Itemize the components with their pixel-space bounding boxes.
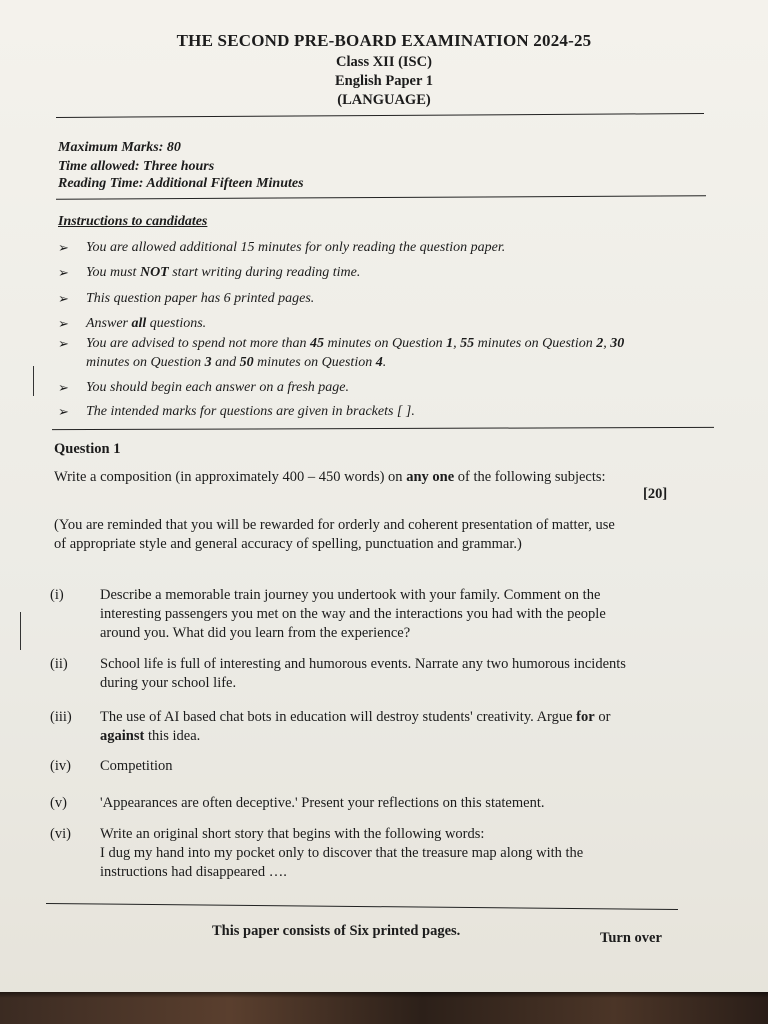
option-number: (iv) [50, 758, 71, 774]
option-number: (v) [50, 795, 67, 811]
margin-pen-mark [20, 612, 21, 650]
arrow-bullet-icon: ➢ [58, 404, 69, 419]
meta-divider [56, 195, 706, 199]
arrow-bullet-icon: ➢ [58, 291, 69, 306]
option-number: (iii) [50, 709, 72, 725]
reading-time: Reading Time: Additional Fifteen Minutes [58, 176, 304, 191]
question-marks: [20] [643, 486, 668, 502]
exam-title: THE SECOND PRE-BOARD EXAMINATION 2024-25 [176, 31, 592, 50]
story-prompt: I dug my hand into my pocket only to discover that the treasure map along with the instructions had disappeared …. [100, 845, 584, 880]
instruction-text: This question paper has 6 printed pages. [86, 291, 315, 306]
instruction-text: The intended marks for questions are given in brackets [ ]. [86, 404, 415, 419]
question-heading: Question 1 [54, 441, 121, 457]
option-number: (i) [50, 587, 64, 603]
option-text: Competition [100, 758, 173, 774]
instruction-text: Answer all questions. [86, 316, 207, 331]
instructions-divider [52, 427, 714, 430]
class-label: Class XII (ISC) [336, 54, 432, 70]
instruction-text: You are advised to spend not more than 45 minutes on Question 1, 55 minutes on Question 2, 30 minutes on Question 3 and 50 minutes on Question 4. [86, 336, 625, 370]
footer-divider [46, 903, 678, 910]
instruction-text: You must NOT start writing during reading time. [86, 265, 361, 280]
arrow-bullet-icon: ➢ [58, 336, 69, 351]
subject-label: (LANGUAGE) [337, 92, 431, 108]
header-divider [56, 113, 704, 118]
background-surface [0, 992, 768, 1024]
instructions-heading: Instructions to candidates [58, 214, 208, 229]
option-text: 'Appearances are often deceptive.' Present your reflections on this statement. [100, 795, 545, 811]
arrow-bullet-icon: ➢ [58, 240, 69, 255]
arrow-bullet-icon: ➢ [58, 265, 69, 280]
max-marks: Maximum Marks: 80 [58, 140, 181, 155]
option-number: (vi) [50, 826, 71, 842]
time-allowed: Time allowed: Three hours [58, 159, 215, 174]
option-text: The use of AI based chat bots in education will destroy students' creativity. Argue for or against this idea. [100, 709, 611, 744]
arrow-bullet-icon: ➢ [58, 380, 69, 395]
page-count-note: This paper consists of Six printed pages. [212, 923, 461, 939]
question-note: (You are reminded that you will be rewarded for orderly and coherent presentation of matter, use of appropriate style and general accuracy of spelling, punctuation and grammar.) [54, 517, 615, 552]
option-text: Write an original short story that begins with the following words: I dug my hand into my pocket only to discover that the treasure map along with the instructions had disappeared …. [100, 826, 584, 880]
turn-over-label: Turn over [600, 930, 662, 946]
option-text: School life is full of interesting and humorous events. Narrate any two humorous incidents during your school life. [100, 656, 626, 691]
instruction-text: You should begin each answer on a fresh page. [86, 380, 350, 395]
option-text: Describe a memorable train journey you undertook with your family. Comment on the interesting passengers you met on the way and the interactions you had with the people around you. What did you learn from the experience? [100, 587, 606, 641]
paper-label: English Paper 1 [334, 73, 434, 89]
margin-pen-mark [33, 366, 34, 396]
question-intro: Write a composition (in approximately 400 – 450 words) on any one of the following subjects: [54, 469, 606, 485]
arrow-bullet-icon: ➢ [58, 316, 69, 331]
instruction-text: You are allowed additional 15 minutes for only reading the question paper. [86, 240, 506, 255]
option-number: (ii) [50, 656, 68, 672]
